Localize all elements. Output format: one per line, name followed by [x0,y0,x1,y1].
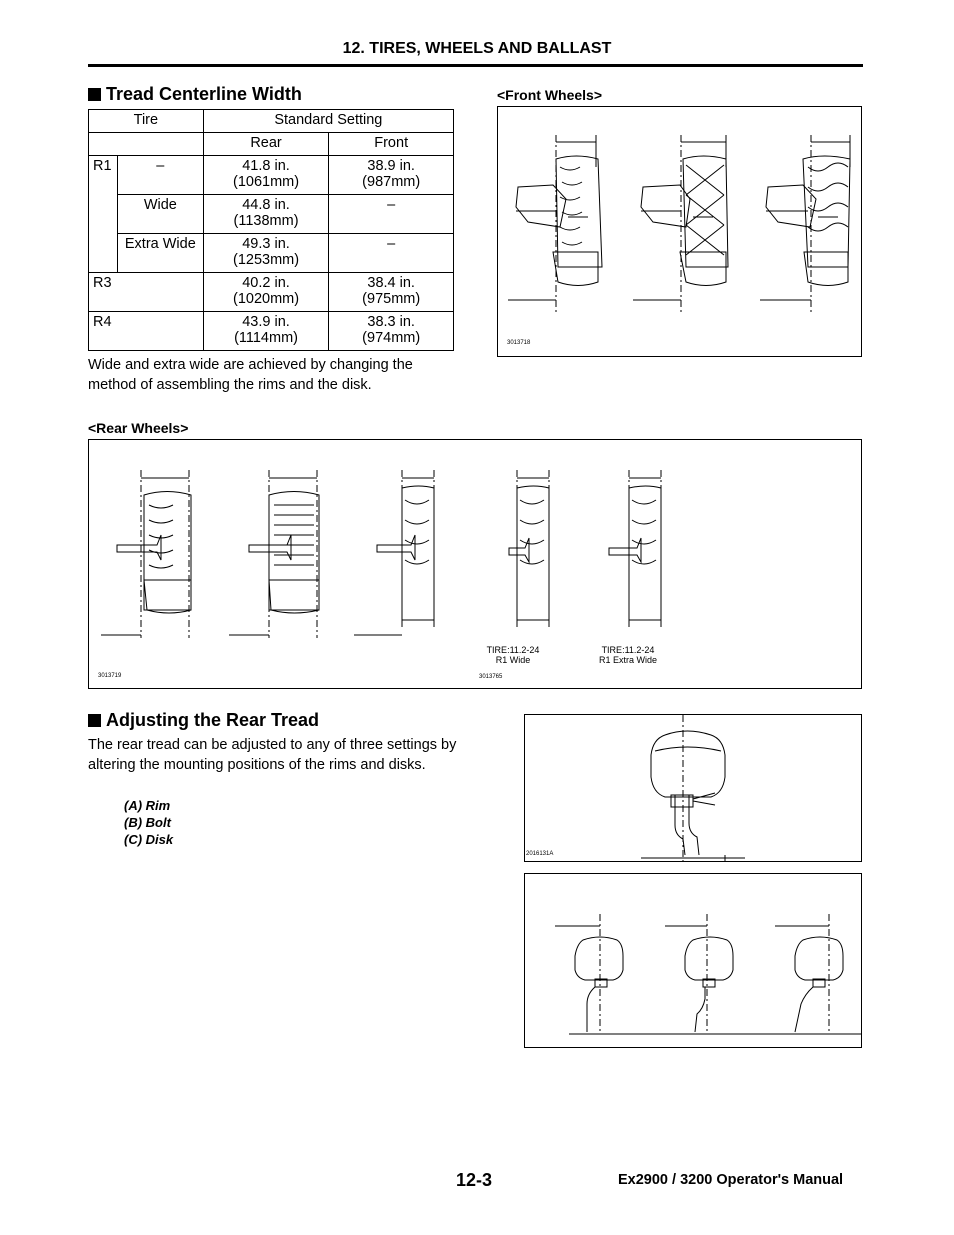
square-bullet-icon [88,714,101,727]
legend-rim: (A) Rim [124,798,171,813]
front-wheel-2 [633,135,728,312]
tire-r3: R3 [89,273,204,312]
rear-figure-id-left: 3013719 [98,673,122,679]
rear-wheel-2 [229,470,319,638]
front-value: – [329,234,454,273]
col-tire-header: Tire [89,110,204,133]
front-value: 38.9 in. (987mm) [329,156,454,195]
rim-assembly-figure [524,714,862,862]
tire-label-wide-type: R1 Wide [495,655,531,665]
tread-setting-3 [775,914,843,1034]
variant-cell: Wide [117,195,203,234]
tread-heading [88,84,302,105]
blank-header-cell [89,133,204,156]
rear-value: 40.2 in. (1020mm) [203,273,329,312]
rear-wheels-caption: <Rear Wheels> [88,420,189,436]
section-title: 12. TIRES, WHEELS AND BALLAST [342,40,612,57]
front-wheels-caption: <Front Wheels> [497,87,603,103]
header-rule [88,64,863,67]
rear-value: 44.8 in. (1138mm) [203,195,329,234]
legend-bolt: (B) Bolt [124,815,171,830]
tread-heading-text: Tread Centerline Width [106,84,302,104]
rear-wheel-4 [509,470,549,628]
front-wheels-drawing [498,107,861,356]
tire-label-extra-wide [584,645,672,665]
tread-settings-drawing [525,874,861,1047]
rear-wheel-1 [101,470,191,638]
manual-title: Ex2900 / 3200 Operator's Manual [618,1172,844,1188]
tread-note: Wide and extra wide are achieved by changing the method of assembling the rims and the disk. [88,357,413,393]
rim-assembly-drawing [525,715,861,861]
tire-label-wide [474,645,552,665]
tread-setting-1 [555,914,623,1034]
tire-label-xwide-type: R1 Extra Wide [598,655,658,665]
square-bullet-icon [88,88,101,101]
parts-legend [124,797,173,848]
rear-figure-id-right: 3013765 [479,674,503,680]
tire-outline [651,731,725,797]
tire-r4: R4 [89,312,204,351]
rear-tread-heading [88,710,319,731]
tread-settings-figure [524,873,862,1048]
rear-tread-heading-text: Adjusting the Rear Tread [106,710,320,730]
page-number: 12-3 [456,1170,493,1190]
variant-cell: – [117,156,203,195]
rim-figure-id: 2016131A [526,851,554,857]
rear-value: 43.9 in. (1114mm) [203,312,329,351]
front-figure-id: 3013718 [507,340,531,346]
col-standard-header: Standard Setting [203,110,453,133]
front-wheel-3 [760,135,850,312]
tread-setting-2 [665,914,733,1034]
front-value: 38.4 in. (975mm) [329,273,454,312]
tread-table [88,109,454,351]
rear-wheel-5 [609,470,661,628]
legend-disk: (C) Disk [124,832,174,847]
rear-value: 41.8 in. (1061mm) [203,156,329,195]
tire-r1: R1 [89,156,118,273]
tire-label-wide-size: TIRE:11.2-24 [486,645,540,655]
col-rear-header: Rear [203,133,329,156]
front-wheel-1 [508,135,602,312]
tire-label-xwide-size: TIRE:11.2-24 [601,645,655,655]
front-value: 38.3 in. (974mm) [329,312,454,351]
rear-tread-text: The rear tread can be adjusted to any of three settings by altering the mounting positions of the rims and disks. [88,737,457,773]
variant-cell: Extra Wide [117,234,203,273]
front-wheels-figure [497,106,862,357]
rear-value: 49.3 in. (1253mm) [203,234,329,273]
front-value: – [329,195,454,234]
col-front-header: Front [329,133,454,156]
rear-wheel-3 [354,470,434,635]
